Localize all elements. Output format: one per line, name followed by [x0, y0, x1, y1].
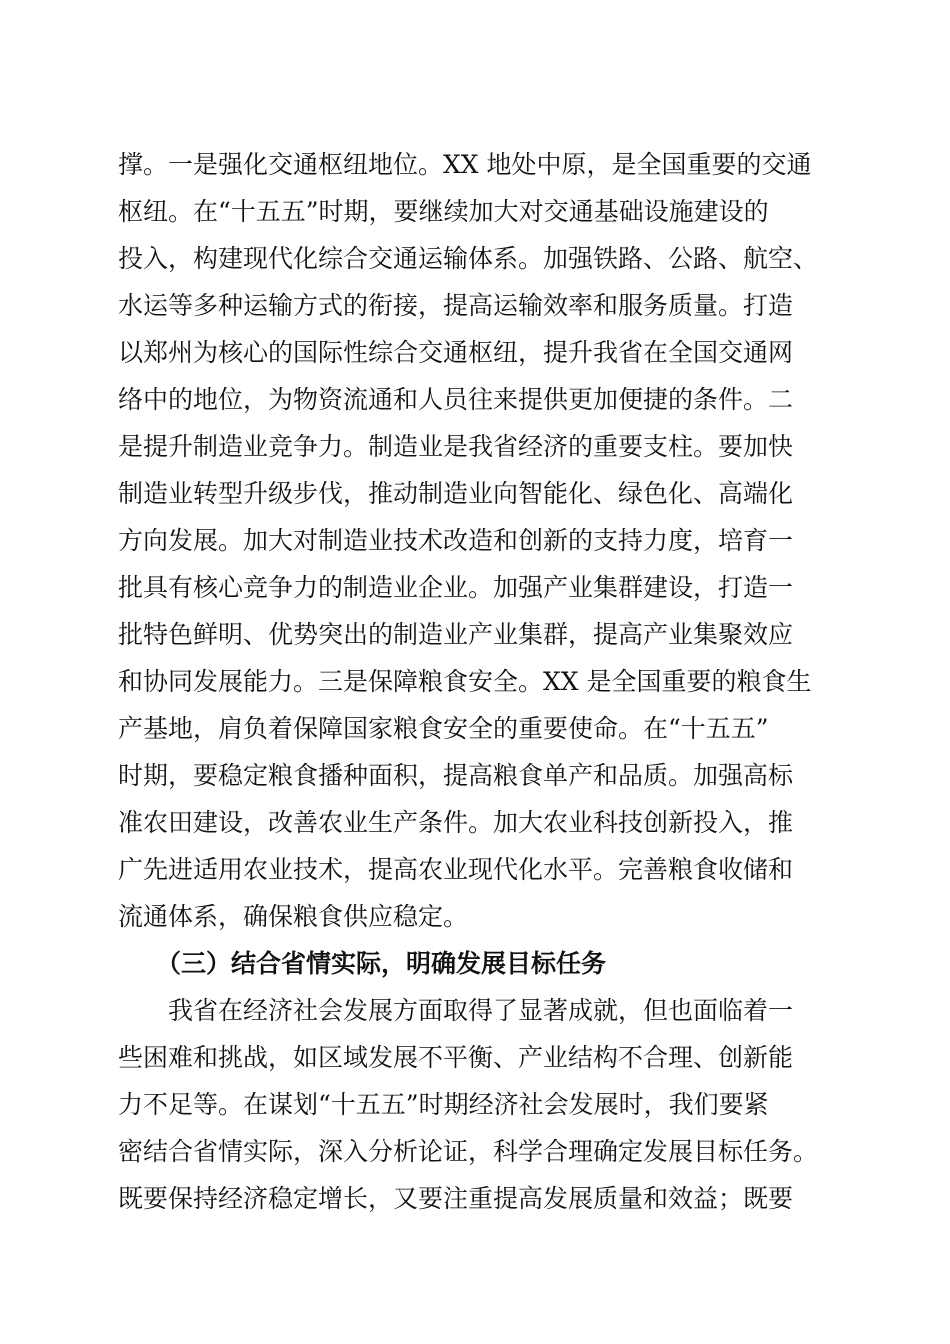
text-line: 水运等多种运输方式的衔接，提高运输效率和服务质量。打造: [118, 291, 794, 320]
document-body: [118, 141, 838, 1222]
text-line: 投入，构建现代化综合交通运输体系。加强铁路、公路、航空、: [118, 244, 819, 273]
text-line: 广先进适用农业技术，提高农业现代化水平。完善粮食收储和: [118, 855, 794, 884]
text-line: 络中的地位，为物资流通和人员往来提供更加便捷的条件。二: [118, 385, 794, 414]
text-line: 既要保持经济稳定增长，又要注重提高发展质量和效益；既要: [118, 1184, 794, 1213]
text-line: 和协同发展能力。三是保障粮食安全。XX 是全国重要的粮食生: [118, 667, 812, 696]
text-line: 我省在经济社会发展方面取得了显著成就，但也面临着一: [168, 996, 794, 1025]
text-line: 准农田建设，改善农业生产条件。加大农业科技创新投入，推: [118, 808, 794, 837]
text-line: 密结合省情实际，深入分析论证，科学合理确定发展目标任务。: [118, 1137, 819, 1166]
text-line: 制造业转型升级步伐，推动制造业向智能化、绿色化、高端化: [118, 479, 794, 508]
text-line: 些困难和挑战，如区域发展不平衡、产业结构不合理、创新能: [118, 1043, 794, 1072]
text-line: 是提升制造业竞争力。制造业是我省经济的重要支柱。要加快: [118, 432, 794, 461]
section-heading: （三）结合省情实际，明确发展目标任务: [156, 949, 607, 978]
text-line: 产基地，肩负着保障国家粮食安全的重要使命。在“十五五”: [118, 714, 769, 743]
paragraph-2: [118, 987, 838, 1222]
text-line: 批特色鲜明、优势突出的制造业产业集群，提高产业集聚效应: [118, 620, 794, 649]
text-line: 流通体系，确保粮食供应稳定。: [118, 902, 469, 931]
paragraph-1: [118, 141, 838, 940]
text-line: 力不足等。在谋划“十五五”时期经济社会发展时，我们要紧: [118, 1090, 769, 1119]
text-line: 批具有核心竞争力的制造业企业。加强产业集群建设，打造一: [118, 573, 794, 602]
text-line: 枢纽。在“十五五”时期，要继续加大对交通基础设施建设的: [118, 197, 769, 226]
text-line: 撑。一是强化交通枢纽地位。XX 地处中原，是全国重要的交通: [118, 150, 812, 179]
text-line: 以郑州为核心的国际性综合交通枢纽，提升我省在全国交通网: [118, 338, 794, 367]
text-line: 时期，要稳定粮食播种面积，提高粮食单产和品质。加强高标: [118, 761, 794, 790]
text-line: 方向发展。加大对制造业技术改造和创新的支持力度，培育一: [118, 526, 794, 555]
